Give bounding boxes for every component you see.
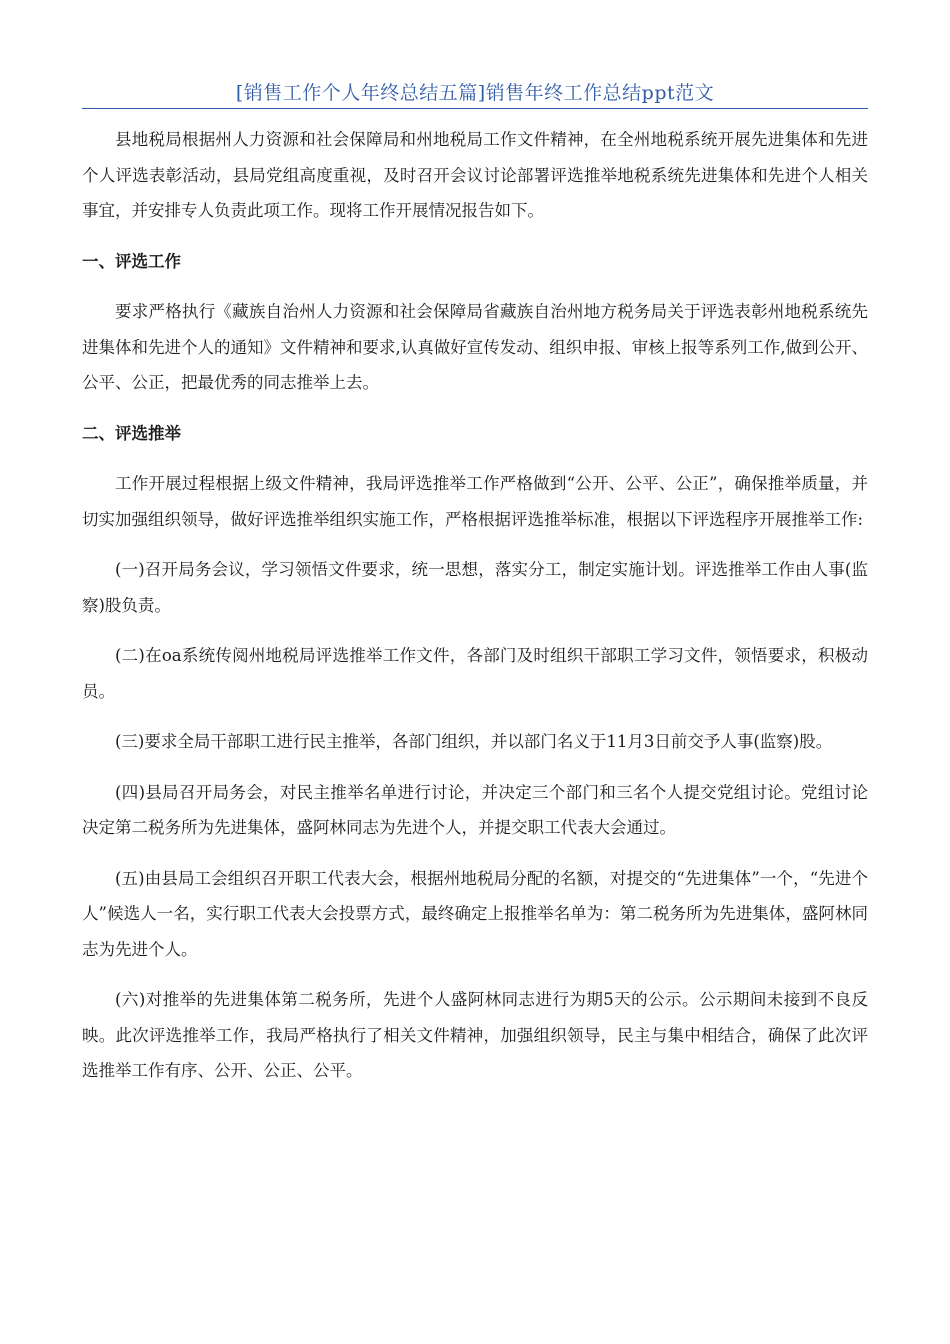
procedure-item-4: (四)县局召开局务会，对民主推举名单进行讨论，并决定三个部门和三名个人提交党组讨论。党组讨论决定第二税务所为先进集体，盛阿林同志为先进个人，并提交职工代表大会通过。 [82, 782, 868, 837]
procedure-item-2: (二)在oa系统传阅州地税局评选推举工作文件，各部门及时组织干部职工学习文件，领悟要求，积极动员。 [82, 646, 868, 701]
header-divider [82, 108, 868, 109]
document-header-title: [销售工作个人年终总结五篇]销售年终工作总结ppt范文 [235, 82, 715, 104]
procedure-item-3: (三)要求全局干部职工进行民主推举，各部门组织，并以部门名义于11月3日前交予人事(监察)股。 [115, 732, 833, 751]
section-heading-2: 二、评选推举 [82, 423, 181, 443]
section-heading-1: 一、评选工作 [82, 251, 181, 271]
procedure-item-1: (一)召开局务会议，学习领悟文件要求，统一思想，落实分工，制定实施计划。评选推举工作由人事(监察)股负责。 [82, 560, 868, 615]
intro-paragraph: 县地税局根据州人力资源和社会保障局和州地税局工作文件精神，在全州地税系统开展先进集体和先进个人评选表彰活动，县局党组高度重视，及时召开会议讨论部署评选推举地税系统先进集体和先进个人相关事宜，并安排专人负责此项工作。现将工作开展情况报告如下。 [82, 130, 868, 220]
procedure-item-5: (五)由县局工会组织召开职工代表大会，根据州地税局分配的名额，对提交的“先进集体”一个，“先进个人”候选人一名，实行职工代表大会投票方式，最终确定上报推举名单为：第二税务所为先进集体，盛阿林同志为先进个人。 [82, 868, 868, 959]
section-2-paragraph: 工作开展过程根据上级文件精神，我局评选推举工作严格做到“公开、公平、公正”，确保推举质量，并切实加强组织领导，做好评选推举组织实施工作，严格根据评选推举标准，根据以下评选程序开展推举工作: [82, 474, 868, 529]
section-1-paragraph: 要求严格执行《藏族自治州人力资源和社会保障局省藏族自治州地方税务局关于评选表彰州地税系统先进集体和先进个人的通知》文件精神和要求,认真做好宣传发动、组织申报、审核上报等系列工作,做到公开、公平、公正，把最优秀的同志推举上去。 [82, 302, 868, 392]
document-body [82, 122, 868, 1104]
procedure-item-6: (六)对推举的先进集体第二税务所，先进个人盛阿林同志进行为期5天的公示。公示期间未接到不良反映。此次评选推举工作，我局严格执行了相关文件精神，加强组织领导，民主与集中相结合，确保了此次评选推举工作有序、公开、公正、公平。 [82, 990, 868, 1080]
